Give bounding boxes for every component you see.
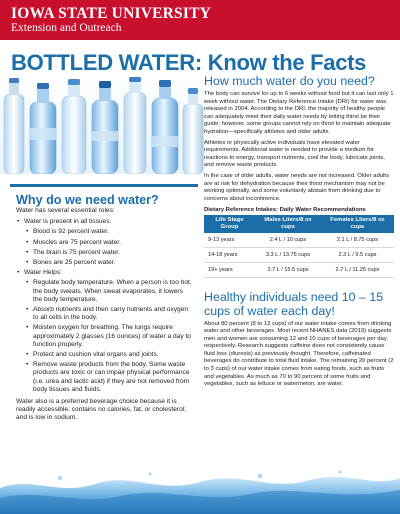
list-item: • Remove waste products from the body. Some waste products are toxic or can impair physical performance (i.e. urea and lactic acid) if they are not removed from body tissues and fluids. (24, 361, 192, 394)
why-closing: Water also is a preferred beverage choice because it is readily accessible; contains no calories, fat, or cholesterol; and is low in sodium. (16, 398, 187, 422)
table-cell: 2.7 L / 11.25 cups (321, 262, 394, 277)
table-row (204, 233, 394, 248)
healthy-heading: Healthy individuals need 10 – 15 cups of water each day! (204, 289, 384, 318)
extension-outreach-label: Extension and Outreach (11, 22, 122, 34)
list-item: • The brain is 75 percent water. (24, 249, 192, 257)
list-item: • Absorb nutrients and then carry nutrients and oxygen to all cells in the body. (24, 306, 192, 322)
how-much-paragraph-1: The body can survive for up to 6 weeks without food but it can last only 1 week without water. The Dietary Reference Intake (DRI) for water was released in 2004. According to the DRI, the majority of healthy people can adequately meet their daily water needs by letting thirst be their guide; however, some groups cannot rely on thirst to maintain adequate hydration—specifically athletes and older adults. (204, 91, 394, 135)
table-cell: 2.4 L / 10 cups (255, 233, 321, 248)
table-cell: 3.7 L / 15.5 cups (255, 262, 321, 277)
list-item: • Bones are 25 percent water. (24, 259, 192, 267)
list-item: • Muscles are 75 percent water. (24, 239, 192, 247)
university-wordmark: IOWA STATE UNIVERSITY (11, 5, 212, 22)
table-row (204, 262, 394, 277)
why-heading: Why do we need water? (16, 193, 159, 207)
dri-table-header-row (204, 215, 394, 232)
dri-table-title: Dietary Reference Intakes: Daily Water Recommendations (204, 207, 366, 214)
water-bottles-illustration (0, 76, 205, 174)
dri-header-females: Females Liters/8 oz cups (321, 215, 394, 232)
right-column (204, 74, 394, 389)
isu-header-bar (0, 0, 400, 40)
dri-header-males: Males Liters/8 oz cups (255, 215, 321, 232)
helps-item-label: Water Helps: (24, 269, 62, 277)
present-sublist (24, 228, 192, 267)
helps-sublist (24, 279, 192, 394)
table-row (204, 247, 394, 262)
table-cell: 19+ years (204, 262, 255, 277)
page-title: BOTTLED WATER: Know the Facts (11, 50, 367, 75)
table-cell: 2.1 L / 8.75 cups (321, 233, 394, 248)
list-item: • Regulate body temperature. When a person is too hot, the body sweats. When sweat evaporates, it lowers the body temperature. (24, 279, 192, 304)
present-item-label: Water is present in all tissues. (24, 218, 112, 226)
list-item: • Moisten oxygen for breathing. The lungs require approximately 2 glasses (16 ounces) of water a day to function properly. (24, 324, 192, 349)
list-item (16, 269, 192, 394)
water-splash-illustration (0, 468, 400, 514)
why-intro: Water has several essential roles: (16, 207, 115, 214)
how-much-paragraph-2: Athletes or physically active individuals have elevated water requirements. Additional water is needed to provide a medium for reactions to energy, transport nutrients, cool the body, lubricate joints, and remove waste products. (204, 139, 385, 169)
table-cell: 9-13 years (204, 233, 255, 248)
table-cell: 2.3 L / 9.5 cups (321, 247, 394, 262)
table-cell: 14-18 years (204, 247, 255, 262)
dri-table (204, 215, 394, 277)
list-item: • Protect and cushion vital organs and joints. (24, 351, 192, 359)
why-water-card (10, 184, 198, 466)
how-much-paragraph-3: In the case of older adults, water needs are not increased. Older adults are at risk for dehydration because their thirst mechanism may not be working optimally, and some voluntarily abstain from drinking due to concerns about incontinence. (204, 172, 390, 202)
list-item (16, 218, 192, 267)
dri-header-life-stage: Life Stage Group (204, 215, 255, 232)
list-item: • Blood is 92 percent water. (24, 228, 192, 236)
healthy-paragraph: About 80 percent (8 to 12 cups) of our water intake comes from drinking water and other beverages. Most recent NHANES data (2019) suggests men and women are consuming 12 and 10 cups of beverages per day, respectively. Research suggests caffeine does not consistently cause fluid loss (diuresis) as previously thought. Therefore, caffeinated beverages do contribute to total fluid intake. The remaining 20 percent (2 to 3 cups) of our water intake comes from eating foods, such as fruits and vegetables. As much as 70 to 90 percent of some fruits and vegetables, such as lettuce or watermelon, are water. (204, 320, 394, 388)
table-cell: 3.3 L / 13.75 cups (255, 247, 321, 262)
how-much-heading: How much water do you need? (204, 74, 375, 88)
why-list (16, 218, 192, 394)
